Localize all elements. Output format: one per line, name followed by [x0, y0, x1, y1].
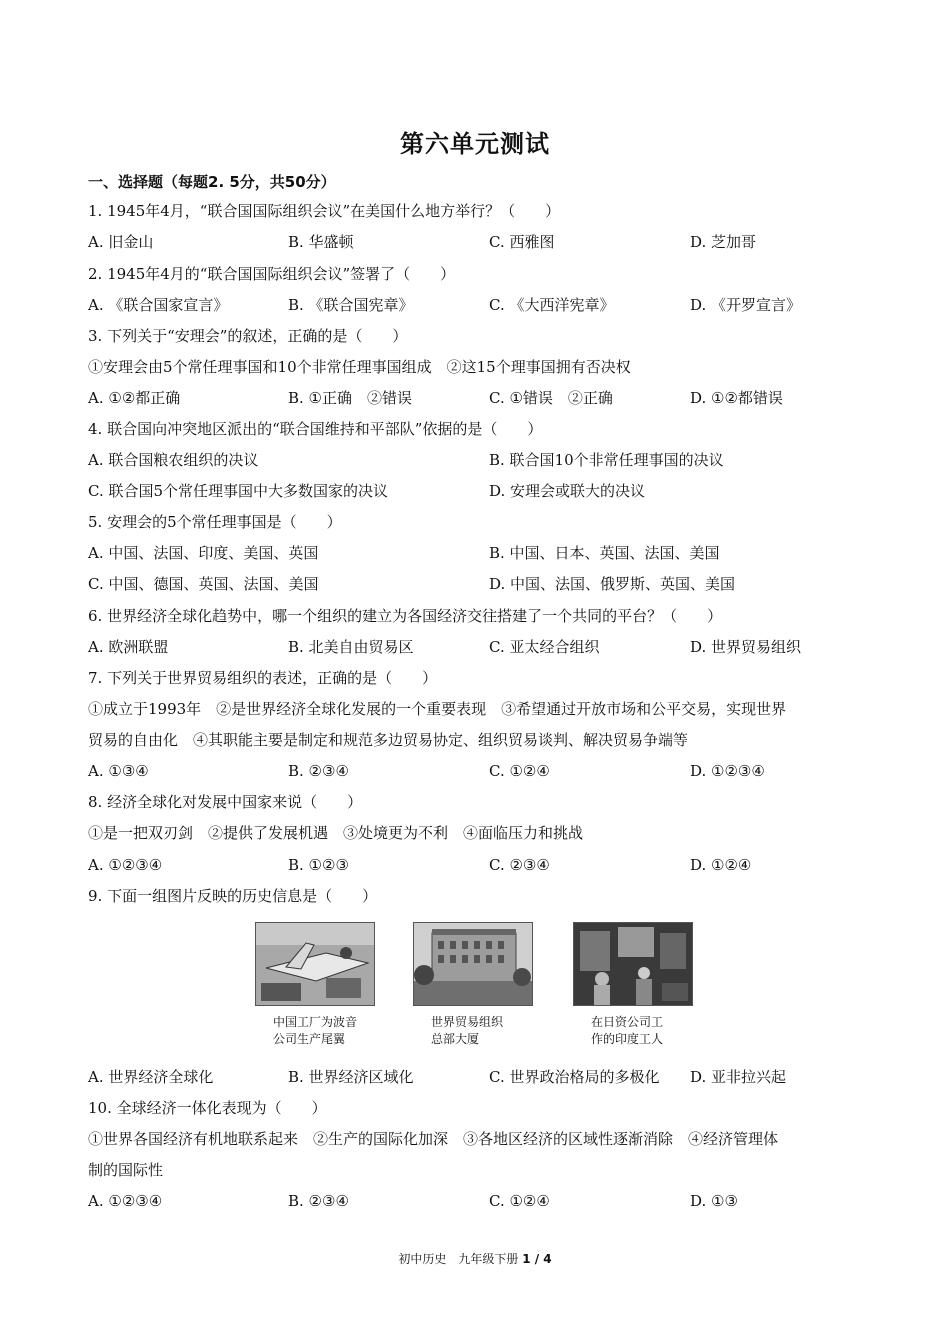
- question-stem: 5. 安理会的5个常任理事国是（ ）: [88, 513, 342, 531]
- question-statements: ①是一把双刃剑 ②提供了发展机遇 ③处境更为不利 ④面临压力和挑战: [88, 824, 584, 842]
- option-a: A. 世界经济全球化: [88, 1068, 214, 1086]
- photo-caption: 中国工厂为波音 公司生产尾翼: [273, 1015, 358, 1046]
- option-a: A. ①②③④: [88, 1192, 163, 1210]
- option-b: B. 中国、日本、英国、法国、美国: [489, 544, 720, 562]
- option-d: D. ①②④: [690, 856, 752, 874]
- page-footer: [0, 1250, 950, 1267]
- question-statements: 制的国际性: [88, 1161, 164, 1179]
- option-a: A. 中国、法国、印度、美国、英国: [88, 544, 319, 562]
- question-stem: 6. 世界经济全球化趋势中，哪一个组织的建立为各国经济交往搭建了一个共同的平台？（ ）: [88, 607, 723, 625]
- airplane-tail-photo-icon: [256, 923, 374, 1005]
- option-c: C. 中国、德国、英国、法国、美国: [88, 575, 319, 593]
- photo-group: [255, 922, 695, 1052]
- workers-photo-icon: [574, 923, 692, 1005]
- option-d: D. 芝加哥: [690, 233, 757, 251]
- option-a: A. 欧洲联盟: [88, 638, 169, 656]
- footer-text: 初中历史 九年级下册: [398, 1252, 519, 1266]
- photo-caption: 在日资公司工 作的印度工人: [591, 1015, 664, 1046]
- question-statements: ①安理会由5个常任理事国和10个非常任理事国组成 ②这15个理事国拥有否决权: [88, 358, 631, 376]
- option-a: A. 联合国粮农组织的决议: [88, 451, 259, 469]
- option-c: C. 世界政治格局的多极化: [489, 1068, 660, 1086]
- wto-photo: [413, 922, 533, 1006]
- option-b: B. 联合国10个非常任理事国的决议: [489, 451, 724, 469]
- question-stem: 9. 下面一组图片反映的历史信息是（ ）: [88, 887, 378, 905]
- option-b: B. 华盛顿: [288, 233, 354, 251]
- option-b: B. 世界经济区域化: [288, 1068, 414, 1086]
- option-d: D. ①②③④: [690, 762, 765, 780]
- question-stem: 1. 1945年4月，“联合国国际组织会议”在美国什么地方举行？（ ）: [88, 202, 561, 220]
- option-a: A. 旧金山: [88, 233, 154, 251]
- option-c: C. 联合国5个常任理事国中大多数国家的决议: [88, 482, 389, 500]
- option-c: C. ①②④: [489, 1192, 550, 1210]
- option-d: D. 中国、法国、俄罗斯、英国、美国: [489, 575, 736, 593]
- option-d: D. ①②都错误: [690, 389, 783, 407]
- factory-photo: [255, 922, 375, 1006]
- page-number: 1 / 4: [522, 1252, 552, 1266]
- option-c: C. ①错误 ②正确: [489, 389, 613, 407]
- question-statements: ①成立于1993年 ②是世界经济全球化发展的一个重要表现 ③希望通过开放市场和公平交易，实现世界: [88, 700, 787, 718]
- option-b: B. 《联合国宪章》: [288, 296, 414, 314]
- section-heading: 一、选择题（每题2. 5分，共50分）: [88, 173, 336, 191]
- question-stem: 3. 下列关于“安理会”的叙述，正确的是（ ）: [88, 327, 408, 345]
- page-title: 第六单元测试: [400, 130, 550, 158]
- option-c: C. ①②④: [489, 762, 550, 780]
- question-stem: 10. 全球经济一体化表现为（ ）: [88, 1099, 327, 1117]
- option-b: B. ②③④: [288, 1192, 349, 1210]
- building-photo-icon: [414, 923, 532, 1005]
- option-a: A. ①②③④: [88, 856, 163, 874]
- question-statements: 贸易的自由化 ④其职能主要是制定和规范多边贸易协定、组织贸易谈判、解决贸易争端等: [88, 731, 689, 749]
- option-b: B. ①②③: [288, 856, 349, 874]
- option-d: D. ①③: [690, 1192, 738, 1210]
- option-d: D. 亚非拉兴起: [690, 1068, 787, 1086]
- question-stem: 2. 1945年4月的“联合国国际组织会议”签署了（ ）: [88, 265, 456, 283]
- option-a: A. ①②都正确: [88, 389, 181, 407]
- photo-caption: 世界贸易组织 总部大厦: [431, 1015, 504, 1046]
- question-statements: ①世界各国经济有机地联系起来 ②生产的国际化加深 ③各地区经济的区域性逐渐消除 ④经济管理体: [88, 1130, 779, 1148]
- question-stem: 8. 经济全球化对发展中国家来说（ ）: [88, 793, 363, 811]
- option-b: B. 北美自由贸易区: [288, 638, 414, 656]
- option-d: D. 安理会或联大的决议: [489, 482, 646, 500]
- option-c: C. 亚太经合组织: [489, 638, 600, 656]
- option-b: B. ②③④: [288, 762, 349, 780]
- workers-photo: [573, 922, 693, 1006]
- option-d: D. 世界贸易组织: [690, 638, 802, 656]
- option-b: B. ①正确 ②错误: [288, 389, 413, 407]
- question-stem: 4. 联合国向冲突地区派出的“联合国维持和平部队”依据的是（ ）: [88, 420, 543, 438]
- option-a: A. 《联合国家宣言》: [88, 296, 229, 314]
- question-stem: 7. 下列关于世界贸易组织的表述，正确的是（ ）: [88, 669, 438, 687]
- option-a: A. ①③④: [88, 762, 149, 780]
- option-d: D. 《开罗宣言》: [690, 296, 802, 314]
- option-c: C. 《大西洋宪章》: [489, 296, 615, 314]
- option-c: C. ②③④: [489, 856, 550, 874]
- option-c: C. 西雅图: [489, 233, 555, 251]
